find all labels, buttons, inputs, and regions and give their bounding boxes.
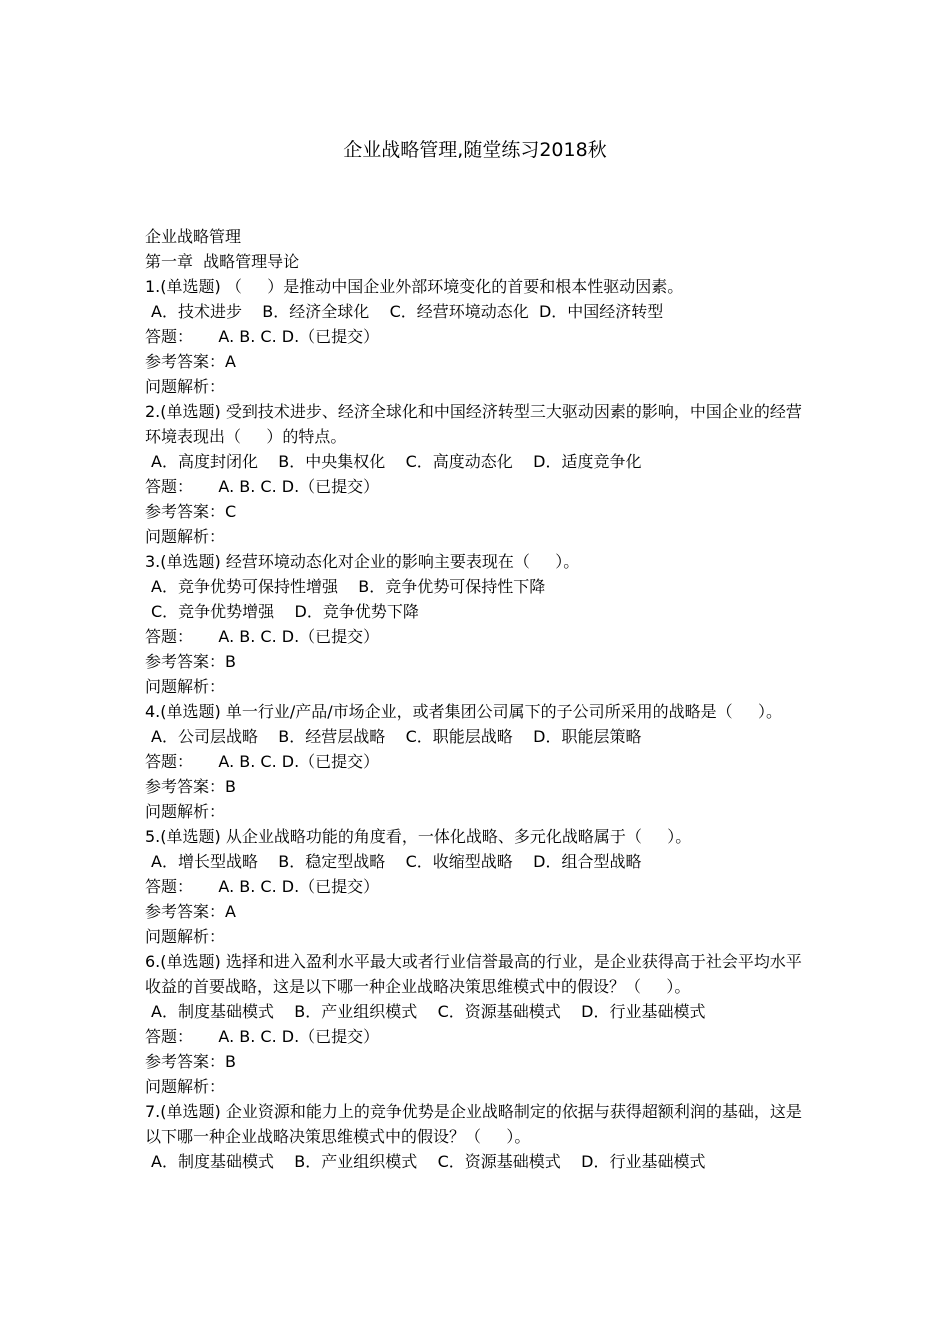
document-title: 企业战略管理,随堂练习2018秋 (343, 139, 607, 161)
reference-answer: 参考答案：B (145, 777, 236, 796)
answer-line: 答题： A. B. C. D.（已提交） (145, 1027, 380, 1046)
answer-line: 答题： A. B. C. D.（已提交） (145, 327, 380, 346)
question-block (145, 549, 817, 699)
question-options: A．制度基础模式 B．产业组织模式 C．资源基础模式 D．行业基础模式 (151, 1152, 706, 1171)
question-stem: 4.(单选题) 单一行业/产品/市场企业，或者集团公司属下的子公司所采用的战略是（ ）。 (145, 702, 783, 721)
question-stem: 3.(单选题) 经营环境动态化对企业的影响主要表现在（ ）。 (145, 552, 580, 571)
question-stem: 5.(单选题) 从企业战略功能的角度看，一体化战略、多元化战略属于（ ）。 (145, 827, 692, 846)
reference-answer: 参考答案：B (145, 1052, 236, 1071)
question-stem: 7.(单选题) 企业资源和能力上的竞争优势是企业战略制定的依据与获得超额利润的基础，这是以下哪一种企业战略决策思维模式中的假设？（ ）。 (145, 1102, 802, 1146)
question-stem: 1.(单选题) （ ）是推动中国企业外部环境变化的首要和根本性驱动因素。 (145, 277, 684, 296)
answer-line: 答题： A. B. C. D.（已提交） (145, 752, 380, 771)
question-block (145, 399, 817, 549)
question-options: C．竞争优势增强 D．竞争优势下降 (151, 602, 419, 621)
course-name: 企业战略管理 (145, 227, 242, 246)
document-body (145, 224, 817, 1174)
question-block (145, 1099, 817, 1174)
question-analysis: 问题解析： (145, 802, 226, 821)
reference-answer: 参考答案：A (145, 352, 236, 371)
question-block (145, 274, 817, 399)
answer-line: 答题： A. B. C. D.（已提交） (145, 627, 380, 646)
question-options: A．增长型战略 B．稳定型战略 C．收缩型战略 D．组合型战略 (151, 852, 642, 871)
question-options: A．技术进步 B．经济全球化 C．经营环境动态化 D．中国经济转型 (151, 302, 664, 321)
chapter-heading: 第一章 战略管理导论 (145, 252, 300, 271)
reference-answer: 参考答案：B (145, 652, 236, 671)
question-analysis: 问题解析： (145, 677, 226, 696)
question-options: A．高度封闭化 B．中央集权化 C．高度动态化 D．适度竞争化 (151, 452, 642, 471)
answer-line: 答题： A. B. C. D.（已提交） (145, 477, 380, 496)
reference-answer: 参考答案：A (145, 902, 236, 921)
question-options: A．公司层战略 B．经营层战略 C．职能层战略 D．职能层策略 (151, 727, 642, 746)
question-block (145, 699, 817, 824)
question-block (145, 949, 817, 1099)
question-stem: 2.(单选题) 受到技术进步、经济全球化和中国经济转型三大驱动因素的影响，中国企业的经营环境表现出（ ）的特点。 (145, 402, 802, 446)
question-block (145, 824, 817, 949)
question-stem: 6.(单选题) 选择和进入盈利水平最大或者行业信誉最高的行业，是企业获得高于社会平均水平收益的首要战略，这是以下哪一种企业战略决策思维模式中的假设？（ ）。 (145, 952, 802, 996)
answer-line: 答题： A. B. C. D.（已提交） (145, 877, 380, 896)
question-analysis: 问题解析： (145, 1077, 226, 1096)
question-analysis: 问题解析： (145, 527, 226, 546)
reference-answer: 参考答案：C (145, 502, 237, 521)
question-analysis: 问题解析： (145, 377, 226, 396)
question-options: A．制度基础模式 B．产业组织模式 C．资源基础模式 D．行业基础模式 (151, 1002, 706, 1021)
question-analysis: 问题解析： (145, 927, 226, 946)
question-options: A．竞争优势可保持性增强 B．竞争优势可保持性下降 (151, 577, 546, 596)
